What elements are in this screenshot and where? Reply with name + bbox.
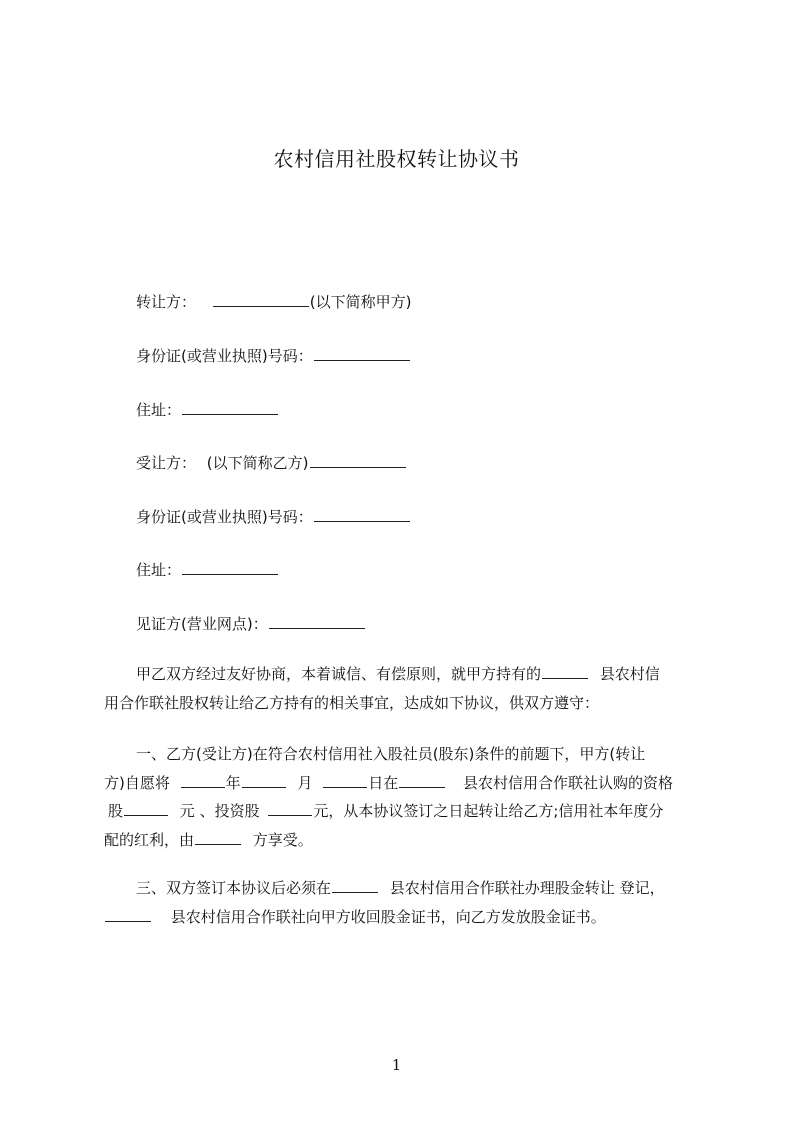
transferor-blank (213, 292, 309, 307)
transferor-address-label: 住址： (136, 401, 182, 419)
county-blank-2 (399, 773, 445, 788)
transferee-id-label: 身份证(或营业执照)号码： (136, 508, 313, 526)
transferee-address-label: 住址： (136, 561, 182, 579)
clause-3-line-1 (104, 874, 704, 903)
clause-3-paragraph (104, 874, 704, 931)
page-number: 1 (391, 1056, 402, 1074)
intro-line-1 (104, 660, 704, 689)
transferee-field (136, 453, 407, 473)
county-blank-1 (542, 664, 588, 679)
transferee-blank (310, 453, 406, 468)
qualification-share-blank (124, 801, 168, 816)
transferor-id-field (136, 346, 411, 366)
clause-1-text-b: 元 、投资股 (179, 802, 260, 820)
document-title: 农村信用社股权转让协议书 (273, 147, 520, 171)
clause-3-text-b: 县农村信用合作联社办理股金转让 登记， (389, 879, 665, 897)
year-label: 年 (225, 773, 241, 792)
month-label: 月 (297, 773, 313, 792)
clause-1-line-2 (104, 769, 704, 798)
clause-3-text-c: 县农村信用合作联社向甲方收回股金证书，向乙方发放股金证书。 (170, 907, 606, 926)
clause-1-text-c: 元，从本协议签订之日起转让给乙方;信用社本年度分 (313, 802, 664, 820)
clause-1-text-d: 配的红利，由 (104, 830, 195, 849)
transferee-address-blank (182, 560, 278, 575)
clause-1-paragraph (104, 740, 704, 854)
transferor-address-field (136, 400, 279, 420)
transferee-id-field (136, 507, 411, 527)
dividend-party-blank (195, 830, 241, 845)
month-blank (242, 773, 286, 788)
intro-text-a: 甲乙双方经过友好协商，本着诚信、有偿原则，就甲方持有的 (136, 665, 542, 683)
transferee-label: 受让方： (136, 454, 197, 472)
clause-1-line-1: 一、乙方(受让方)在符合农村信用社入股社员(股东)条件的前题下，甲方(转让 (136, 745, 646, 763)
county-blank-3 (332, 878, 378, 893)
clause-1-text-a: 方)自愿将 (104, 773, 170, 792)
share-label: 股 (108, 802, 124, 820)
clause-3-text-a: 三、双方签订本协议后必须在 (136, 879, 332, 897)
intro-text-b: 县农村信 (599, 665, 660, 683)
clause-1-line-3 (104, 797, 704, 826)
transferor-id-blank (314, 346, 410, 361)
intro-line-2: 用合作联社股权转让给乙方持有的相关事宜，达成如下协议，供双方遵守： (104, 693, 600, 712)
transferor-address-blank (182, 400, 278, 415)
intro-paragraph (104, 660, 704, 717)
witness-blank (269, 614, 365, 629)
clause-1-line-4 (104, 826, 704, 855)
day-label: 日在 (368, 773, 399, 792)
transferee-note: (以下简称乙方) (206, 454, 309, 472)
witness-label: 见证方(营业网点)： (136, 615, 268, 633)
transferee-id-blank (314, 507, 410, 522)
transferor-id-label: 身份证(或营业执照)号码： (136, 347, 313, 365)
county-blank-4 (105, 907, 151, 922)
year-blank (181, 773, 225, 788)
witness-field (136, 614, 366, 634)
transferor-label: 转让方： (136, 293, 197, 311)
clause-3-line-2 (104, 903, 704, 932)
clause-1-text-e: 县农村信用合作联社认购的资格 (463, 773, 674, 792)
investment-share-blank (268, 801, 312, 816)
transferor-field (136, 292, 412, 312)
clause-1-text-f: 方享受。 (252, 830, 313, 849)
transferee-address-field (136, 560, 279, 580)
day-blank (323, 773, 367, 788)
transferor-note: (以下简称甲方) (309, 293, 412, 311)
